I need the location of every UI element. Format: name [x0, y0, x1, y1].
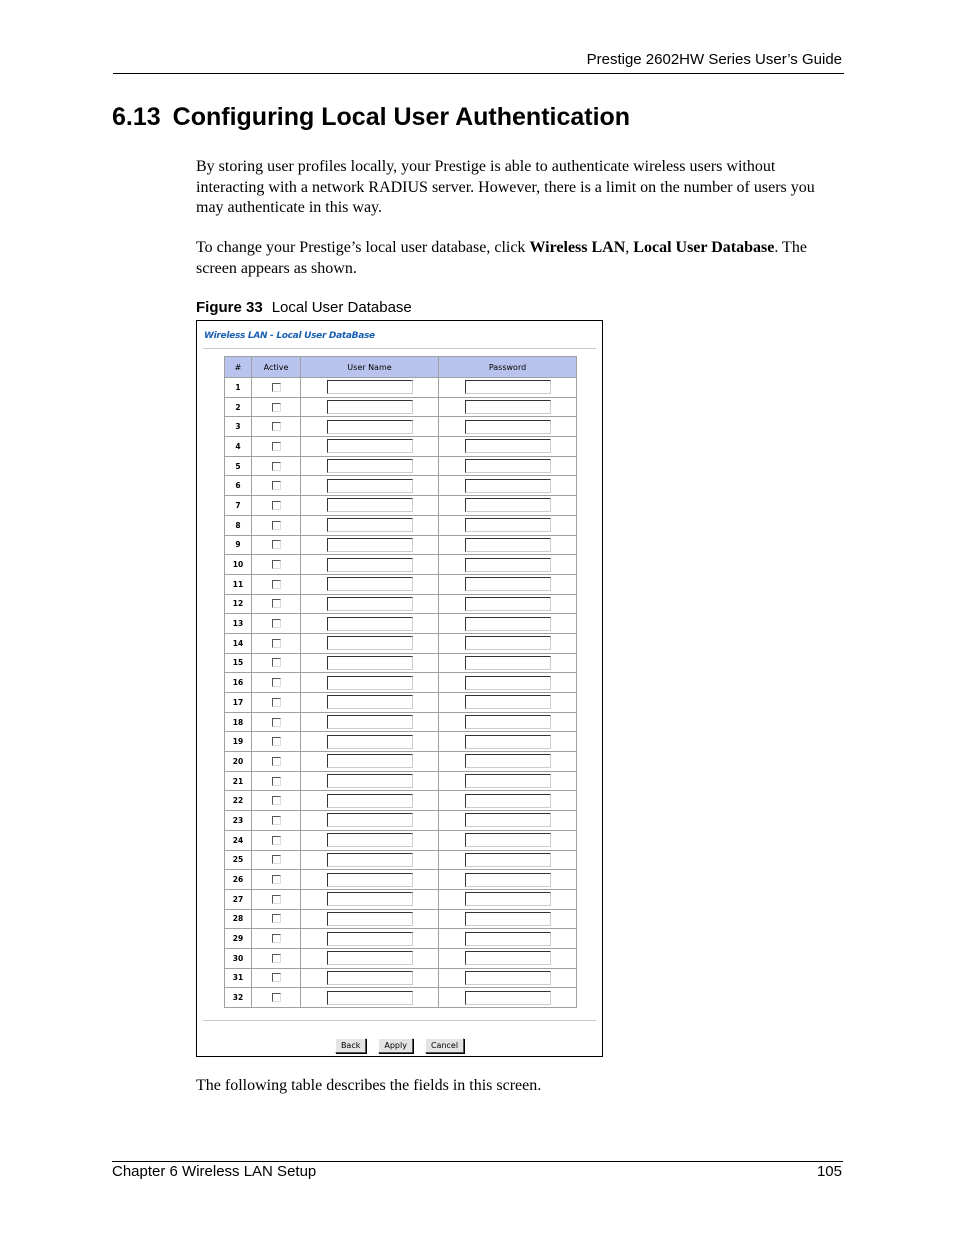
password-cell	[439, 456, 577, 476]
active-checkbox[interactable]	[272, 580, 281, 589]
active-cell	[252, 574, 301, 594]
row-number: 20	[225, 752, 252, 772]
row-number: 21	[225, 771, 252, 791]
active-checkbox[interactable]	[272, 481, 281, 490]
password-input[interactable]	[465, 932, 551, 946]
active-checkbox[interactable]	[272, 599, 281, 608]
password-input[interactable]	[465, 991, 551, 1005]
active-cell	[252, 712, 301, 732]
row-number: 3	[225, 417, 252, 437]
row-number: 25	[225, 850, 252, 870]
username-cell	[301, 456, 439, 476]
password-input[interactable]	[465, 695, 551, 709]
table-row	[225, 574, 577, 594]
password-cell	[439, 732, 577, 752]
row-number: 26	[225, 870, 252, 890]
username-cell	[301, 948, 439, 968]
active-checkbox[interactable]	[272, 973, 281, 982]
username-input[interactable]	[327, 420, 413, 434]
password-input[interactable]	[465, 420, 551, 434]
password-input[interactable]	[465, 636, 551, 650]
table-row	[225, 614, 577, 634]
row-number: 29	[225, 929, 252, 949]
username-input[interactable]	[327, 439, 413, 453]
username-cell	[301, 496, 439, 516]
username-input[interactable]	[327, 892, 413, 906]
active-cell	[252, 771, 301, 791]
username-input[interactable]	[327, 498, 413, 512]
table-row	[225, 948, 577, 968]
table-row	[225, 653, 577, 673]
username-cell	[301, 968, 439, 988]
password-input[interactable]	[465, 498, 551, 512]
password-cell	[439, 850, 577, 870]
active-checkbox[interactable]	[272, 718, 281, 727]
row-number: 30	[225, 948, 252, 968]
row-number: 31	[225, 968, 252, 988]
password-cell	[439, 496, 577, 516]
footer-rule	[112, 1161, 843, 1162]
password-cell	[439, 535, 577, 555]
username-cell	[301, 929, 439, 949]
username-cell	[301, 397, 439, 417]
password-cell	[439, 712, 577, 732]
password-cell	[439, 653, 577, 673]
password-cell	[439, 791, 577, 811]
active-cell	[252, 929, 301, 949]
row-number: 19	[225, 732, 252, 752]
row-number: 10	[225, 555, 252, 575]
active-checkbox[interactable]	[272, 383, 281, 392]
password-input[interactable]	[465, 439, 551, 453]
row-number: 23	[225, 811, 252, 831]
figure-label: Figure 33	[196, 299, 263, 316]
table-row	[225, 456, 577, 476]
username-input[interactable]	[327, 577, 413, 591]
active-cell	[252, 614, 301, 634]
username-cell	[301, 988, 439, 1008]
username-cell	[301, 476, 439, 496]
username-input[interactable]	[327, 794, 413, 808]
username-cell	[301, 673, 439, 693]
username-cell	[301, 850, 439, 870]
row-number: 14	[225, 633, 252, 653]
active-cell	[252, 752, 301, 772]
table-row	[225, 673, 577, 693]
password-input[interactable]	[465, 617, 551, 631]
password-input[interactable]	[465, 400, 551, 414]
header-rule	[113, 73, 844, 74]
row-number: 17	[225, 693, 252, 713]
active-checkbox[interactable]	[272, 560, 281, 569]
table-row	[225, 968, 577, 988]
username-cell	[301, 417, 439, 437]
active-cell	[252, 515, 301, 535]
active-checkbox[interactable]	[272, 521, 281, 530]
active-checkbox[interactable]	[272, 993, 281, 1002]
password-cell	[439, 752, 577, 772]
username-cell	[301, 811, 439, 831]
active-cell	[252, 417, 301, 437]
cancel-button[interactable]: Cancel	[425, 1038, 464, 1053]
back-button[interactable]: Back	[335, 1038, 366, 1053]
active-cell	[252, 968, 301, 988]
password-input[interactable]	[465, 676, 551, 690]
active-cell	[252, 988, 301, 1008]
username-input[interactable]	[327, 676, 413, 690]
active-checkbox[interactable]	[272, 403, 281, 412]
password-input[interactable]	[465, 577, 551, 591]
table-row	[225, 633, 577, 653]
table-header-row	[225, 357, 577, 378]
active-cell	[252, 791, 301, 811]
menu-wireless-lan: Wireless LAN	[529, 239, 626, 256]
active-checkbox[interactable]	[272, 619, 281, 628]
username-cell	[301, 752, 439, 772]
row-number: 1	[225, 378, 252, 398]
password-input[interactable]	[465, 735, 551, 749]
active-cell	[252, 948, 301, 968]
password-input[interactable]	[465, 833, 551, 847]
password-cell	[439, 673, 577, 693]
table-row	[225, 555, 577, 575]
username-cell	[301, 653, 439, 673]
active-cell	[252, 378, 301, 398]
row-number: 22	[225, 791, 252, 811]
active-checkbox[interactable]	[272, 501, 281, 510]
figure-caption	[196, 299, 412, 316]
col-header-number: #	[225, 357, 252, 378]
row-number: 27	[225, 889, 252, 909]
username-input[interactable]	[327, 873, 413, 887]
table-row	[225, 476, 577, 496]
password-input[interactable]	[465, 597, 551, 611]
password-input[interactable]	[465, 794, 551, 808]
username-input[interactable]	[327, 971, 413, 985]
username-cell	[301, 633, 439, 653]
table-row	[225, 712, 577, 732]
active-cell	[252, 732, 301, 752]
password-input[interactable]	[465, 518, 551, 532]
active-checkbox[interactable]	[272, 462, 281, 471]
row-number: 8	[225, 515, 252, 535]
username-input[interactable]	[327, 459, 413, 473]
table-row	[225, 594, 577, 614]
active-cell	[252, 437, 301, 457]
active-checkbox[interactable]	[272, 934, 281, 943]
table-row	[225, 830, 577, 850]
password-input[interactable]	[465, 459, 551, 473]
password-cell	[439, 968, 577, 988]
table-row	[225, 909, 577, 929]
password-cell	[439, 614, 577, 634]
active-checkbox[interactable]	[272, 757, 281, 766]
username-input[interactable]	[327, 735, 413, 749]
button-bar	[197, 1035, 602, 1053]
username-input[interactable]	[327, 597, 413, 611]
row-number: 11	[225, 574, 252, 594]
password-input[interactable]	[465, 873, 551, 887]
password-cell	[439, 378, 577, 398]
active-cell	[252, 889, 301, 909]
instruction-suffix: . The screen appears as shown.	[196, 239, 807, 277]
intro-paragraph: By storing user profiles locally, your Prestige is able to authenticate wireless users without interacting with a network RADIUS server. However, there is a limit on the number of users you may authenticate in this way.	[196, 158, 815, 216]
table-row	[225, 397, 577, 417]
row-number: 16	[225, 673, 252, 693]
screenshot-frame	[196, 320, 603, 1057]
username-cell	[301, 378, 439, 398]
username-cell	[301, 830, 439, 850]
password-input[interactable]	[465, 538, 551, 552]
figure-title: Local User Database	[271, 299, 412, 316]
password-input[interactable]	[465, 774, 551, 788]
password-cell	[439, 515, 577, 535]
active-cell	[252, 693, 301, 713]
active-checkbox[interactable]	[272, 658, 281, 667]
active-checkbox[interactable]	[272, 914, 281, 923]
table-row	[225, 870, 577, 890]
username-input[interactable]	[327, 617, 413, 631]
table-row	[225, 771, 577, 791]
row-number: 15	[225, 653, 252, 673]
row-number: 6	[225, 476, 252, 496]
username-input[interactable]	[327, 951, 413, 965]
active-cell	[252, 653, 301, 673]
password-cell	[439, 555, 577, 575]
table-row	[225, 929, 577, 949]
row-number: 13	[225, 614, 252, 634]
section-number: 6.13	[112, 103, 161, 131]
menu-local-user-database: Local User Database	[633, 239, 775, 256]
password-cell	[439, 771, 577, 791]
username-cell	[301, 791, 439, 811]
password-input[interactable]	[465, 892, 551, 906]
instruction-paragraph	[196, 238, 846, 279]
active-checkbox[interactable]	[272, 816, 281, 825]
password-cell	[439, 889, 577, 909]
active-checkbox[interactable]	[272, 678, 281, 687]
username-cell	[301, 909, 439, 929]
password-input[interactable]	[465, 971, 551, 985]
col-header-password: Password	[439, 357, 577, 378]
table-row	[225, 535, 577, 555]
active-cell	[252, 909, 301, 929]
active-checkbox[interactable]	[272, 954, 281, 963]
row-number: 18	[225, 712, 252, 732]
active-cell	[252, 456, 301, 476]
password-input[interactable]	[465, 479, 551, 493]
password-cell	[439, 948, 577, 968]
table-row	[225, 752, 577, 772]
password-cell	[439, 594, 577, 614]
username-input[interactable]	[327, 479, 413, 493]
password-input[interactable]	[465, 853, 551, 867]
username-input[interactable]	[327, 636, 413, 650]
table-intro-paragraph: The following table describes the fields in this screen.	[196, 1077, 542, 1094]
section-heading	[112, 103, 630, 132]
row-number: 5	[225, 456, 252, 476]
username-cell	[301, 515, 439, 535]
active-checkbox[interactable]	[272, 442, 281, 451]
active-cell	[252, 850, 301, 870]
username-input[interactable]	[327, 518, 413, 532]
active-cell	[252, 830, 301, 850]
active-cell	[252, 870, 301, 890]
active-cell	[252, 496, 301, 516]
table-row	[225, 693, 577, 713]
col-header-active: Active	[252, 357, 301, 378]
password-cell	[439, 437, 577, 457]
username-input[interactable]	[327, 912, 413, 926]
password-input[interactable]	[465, 813, 551, 827]
active-checkbox[interactable]	[272, 777, 281, 786]
footer-chapter: Chapter 6 Wireless LAN Setup	[112, 1163, 317, 1180]
table-row	[225, 811, 577, 831]
footer-page-number: 105	[816, 1163, 842, 1180]
table-row	[225, 496, 577, 516]
table-row	[225, 850, 577, 870]
col-header-username: User Name	[301, 357, 439, 378]
username-cell	[301, 535, 439, 555]
username-input[interactable]	[327, 853, 413, 867]
instruction-sep: ,	[625, 239, 634, 256]
username-cell	[301, 889, 439, 909]
active-cell	[252, 397, 301, 417]
row-number: 32	[225, 988, 252, 1008]
active-cell	[252, 476, 301, 496]
active-checkbox[interactable]	[272, 639, 281, 648]
username-cell	[301, 693, 439, 713]
screen-bottom-divider	[203, 1020, 596, 1021]
active-cell	[252, 594, 301, 614]
active-checkbox[interactable]	[272, 855, 281, 864]
local-user-table	[224, 356, 577, 1008]
password-input[interactable]	[465, 912, 551, 926]
active-checkbox[interactable]	[272, 737, 281, 746]
table-row	[225, 378, 577, 398]
row-number: 24	[225, 830, 252, 850]
active-checkbox[interactable]	[272, 540, 281, 549]
username-input[interactable]	[327, 538, 413, 552]
username-input[interactable]	[327, 833, 413, 847]
active-cell	[252, 535, 301, 555]
password-input[interactable]	[465, 951, 551, 965]
active-cell	[252, 673, 301, 693]
username-input[interactable]	[327, 695, 413, 709]
username-cell	[301, 732, 439, 752]
table-row	[225, 515, 577, 535]
password-cell	[439, 633, 577, 653]
username-cell	[301, 870, 439, 890]
table-row	[225, 988, 577, 1008]
username-cell	[301, 555, 439, 575]
active-cell	[252, 555, 301, 575]
password-cell	[439, 929, 577, 949]
guide-title: Prestige 2602HW Series User’s Guide	[586, 51, 842, 68]
apply-button[interactable]: Apply	[378, 1038, 413, 1053]
password-input[interactable]	[465, 754, 551, 768]
username-input[interactable]	[327, 715, 413, 729]
table-row	[225, 437, 577, 457]
password-cell	[439, 397, 577, 417]
username-input[interactable]	[327, 932, 413, 946]
table-row	[225, 889, 577, 909]
username-input[interactable]	[327, 380, 413, 394]
password-cell	[439, 870, 577, 890]
password-input[interactable]	[465, 558, 551, 572]
active-checkbox[interactable]	[272, 836, 281, 845]
row-number: 4	[225, 437, 252, 457]
username-input[interactable]	[327, 754, 413, 768]
active-cell	[252, 811, 301, 831]
instruction-prefix: To change your Prestige’s local user database, click	[196, 239, 530, 256]
password-input[interactable]	[465, 380, 551, 394]
password-input[interactable]	[465, 656, 551, 670]
password-input[interactable]	[465, 715, 551, 729]
active-checkbox[interactable]	[272, 875, 281, 884]
password-cell	[439, 811, 577, 831]
username-cell	[301, 574, 439, 594]
row-number: 28	[225, 909, 252, 929]
active-checkbox[interactable]	[272, 698, 281, 707]
row-number: 2	[225, 397, 252, 417]
row-number: 12	[225, 594, 252, 614]
table-row	[225, 417, 577, 437]
username-cell	[301, 771, 439, 791]
username-cell	[301, 614, 439, 634]
username-cell	[301, 712, 439, 732]
row-number: 9	[225, 535, 252, 555]
password-cell	[439, 988, 577, 1008]
username-input[interactable]	[327, 813, 413, 827]
username-input[interactable]	[327, 991, 413, 1005]
username-cell	[301, 437, 439, 457]
active-checkbox[interactable]	[272, 895, 281, 904]
active-checkbox[interactable]	[272, 796, 281, 805]
active-checkbox[interactable]	[272, 422, 281, 431]
password-cell	[439, 574, 577, 594]
table-body	[225, 378, 577, 1008]
username-input[interactable]	[327, 656, 413, 670]
password-cell	[439, 417, 577, 437]
password-cell	[439, 909, 577, 929]
username-input[interactable]	[327, 400, 413, 414]
active-cell	[252, 633, 301, 653]
table-row	[225, 732, 577, 752]
username-cell	[301, 594, 439, 614]
screen-title: Wireless LAN - Local User DataBase	[204, 331, 375, 341]
row-number: 7	[225, 496, 252, 516]
username-input[interactable]	[327, 774, 413, 788]
screen-top-divider	[203, 348, 596, 349]
password-cell	[439, 830, 577, 850]
section-title: Configuring Local User Authentication	[172, 103, 631, 131]
table-row	[225, 791, 577, 811]
password-cell	[439, 693, 577, 713]
password-cell	[439, 476, 577, 496]
username-input[interactable]	[327, 558, 413, 572]
